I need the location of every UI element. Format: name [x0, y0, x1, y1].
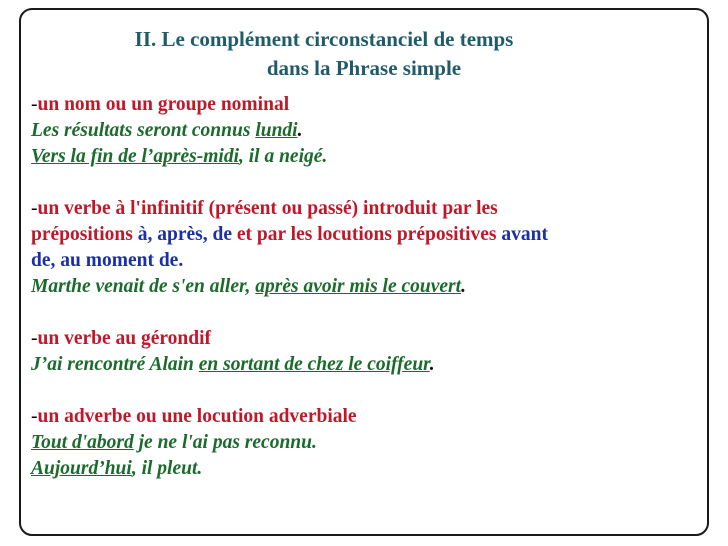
section-heading	[31, 326, 701, 352]
example-line	[31, 274, 701, 300]
bullet-dash: -	[31, 328, 38, 349]
example-line	[31, 430, 701, 456]
example-text: J’ai rencontré Alain	[31, 354, 199, 375]
example-text: Marthe venait de s'en aller,	[31, 276, 256, 297]
example-underlined: en sortant de chez le coiffeur	[198, 354, 430, 375]
heading-text: et par les locutions prépositives	[231, 224, 502, 245]
heading-text: un verbe au gérondif	[37, 328, 212, 349]
example-text: , il a neigé.	[239, 146, 328, 167]
example-punct: .	[297, 120, 303, 141]
heading-text: un verbe à l'infinitif (présent ou passé) introduit par les	[37, 198, 498, 219]
bullet-dash: -	[31, 94, 38, 115]
heading-text: prépositions	[31, 224, 138, 245]
title-line-2: dans la Phrase simple	[266, 56, 462, 80]
example-underlined: lundi	[255, 120, 298, 141]
preposition-list: à, après, de	[137, 224, 232, 245]
section-heading-cont	[31, 248, 701, 274]
heading-text: un nom ou un groupe nominal	[37, 94, 290, 115]
example-line	[31, 144, 701, 170]
example-text: Les résultats seront connus	[31, 120, 256, 141]
slide-title	[19, 25, 709, 83]
bullet-dash: -	[31, 406, 38, 427]
heading-text: un adverbe ou une locution adverbiale	[37, 406, 357, 427]
section-heading	[31, 92, 701, 118]
title-line-1: II. Le complément circonstanciel de temps	[134, 27, 514, 51]
example-underlined: Vers la fin de l’après-midi	[31, 146, 239, 167]
section-heading-cont	[31, 222, 701, 248]
example-line	[31, 456, 701, 482]
example-punct: .	[461, 276, 466, 297]
bullet-dash: -	[31, 198, 38, 219]
example-text: , il pleut.	[131, 458, 203, 479]
example-punct: .	[429, 354, 435, 375]
example-line	[31, 118, 701, 144]
section-heading	[31, 404, 701, 430]
locution-text: avant	[501, 224, 548, 245]
example-underlined: après avoir mis le couvert	[255, 276, 462, 297]
example-text: je ne l'ai pas reconnu.	[133, 432, 317, 453]
heading-end: .	[178, 250, 184, 271]
locution-text: de, au moment de	[31, 250, 179, 271]
example-line	[31, 352, 701, 378]
section-heading	[31, 196, 701, 222]
slide-content	[31, 92, 701, 482]
example-underlined: Tout d'abord	[31, 432, 134, 453]
example-underlined: Aujourd’hui	[31, 458, 132, 479]
